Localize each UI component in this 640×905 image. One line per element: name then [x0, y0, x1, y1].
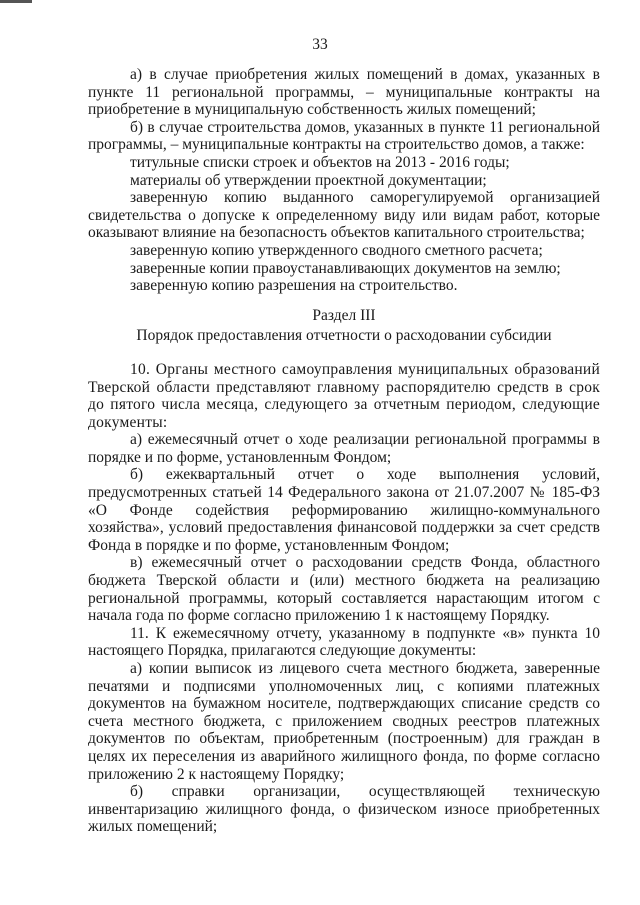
list-item-title-lists: титульные списки строек и объектов на 2013 - 2016 годы; [130, 153, 510, 171]
list-item-land-documents: заверенные копии правоустанавливающих документов на землю; [130, 259, 561, 277]
section-number: Раздел III [312, 306, 376, 324]
paragraph-10-c: в) ежемесячный отчет о расходовании средств Фонда, областного бюджета Тверской области и (или) местного бюджета на реализацию региональной программы, который составляется нарастающим итогом с начала года по форме согласно приложению 1 к настоящему Порядку. [88, 554, 600, 625]
page-number: 33 [312, 36, 328, 53]
scan-corner-mark [0, 0, 32, 3]
section-title: Порядок предоставления отчетности о расходовании субсидии [136, 327, 552, 345]
paragraph-a-contracts: а) в случае приобретения жилых помещений в домах, указанных в пункте 11 региональной программы, – муниципальные контракты на приобретение в муниципальную собственность жилых помещений; [88, 66, 600, 119]
document-body [88, 66, 600, 836]
paragraph-11-a: а) копии выписок из лицевого счета местного бюджета, заверенные печатями и подписями уполномоченных лиц, с копиями платежных документов на бумажном носителе, подтверждающих списание средств со счета местного бюджета, с приложением сводных реестров платежных документов по объектам, приобретенным (построенным) для граждан в целях их переселения из аварийного жилищного фонда, по форме согласно приложению 2 к настоящему Порядку; [88, 660, 600, 783]
list-item-project-docs: материалы об утверждении проектной документации; [130, 171, 487, 189]
paragraph-10: 10. Органы местного самоуправления муниципальных образований Тверской области представляют главному распорядителю средств в срок до пятого числа месяца, следующего за отчетным периодом, следующие документы: [88, 360, 600, 431]
paragraph-10-b: б) ежеквартальный отчет о ходе выполнения условий, предусмотренных статьей 14 Федерального закона от 21.07.2007 № 185-ФЗ «О Фонде содействия реформированию жилищно-коммунального хозяйства», условий предоставления финансовой поддержки за счет средств Фонда в порядке и по форме, установленным Фондом; [88, 466, 600, 554]
list-item-building-permit: заверенную копию разрешения на строительство. [130, 277, 458, 295]
paragraph-11-b: б) справки организации, осуществляющей техническую инвентаризацию жилищного фонда, о физическом износе приобретенных жилых помещений; [88, 783, 600, 836]
list-item-estimate-copy: заверенную копию утвержденного сводного сметного расчета; [130, 241, 543, 259]
paragraph-b-construction: б) в случае строительства домов, указанных в пункте 11 региональной программы, – муниципальные контракты на строительство домов, а также: [88, 118, 600, 154]
paragraph-10-a: а) ежемесячный отчет о ходе реализации региональной программы в порядке и по форме, установленным Фондом; [88, 431, 600, 466]
list-item-sro-certificate: заверенную копию выданного саморегулируемой организацией свидетельства о допуске к определенному виду или видам работ, которые оказывают влияние на безопасность объектов капитального строительства; [88, 189, 600, 242]
paragraph-11: 11. К ежемесячному отчету, указанному в подпункте «в» пункта 10 настоящего Порядка, прилагаются следующие документы: [88, 624, 600, 660]
